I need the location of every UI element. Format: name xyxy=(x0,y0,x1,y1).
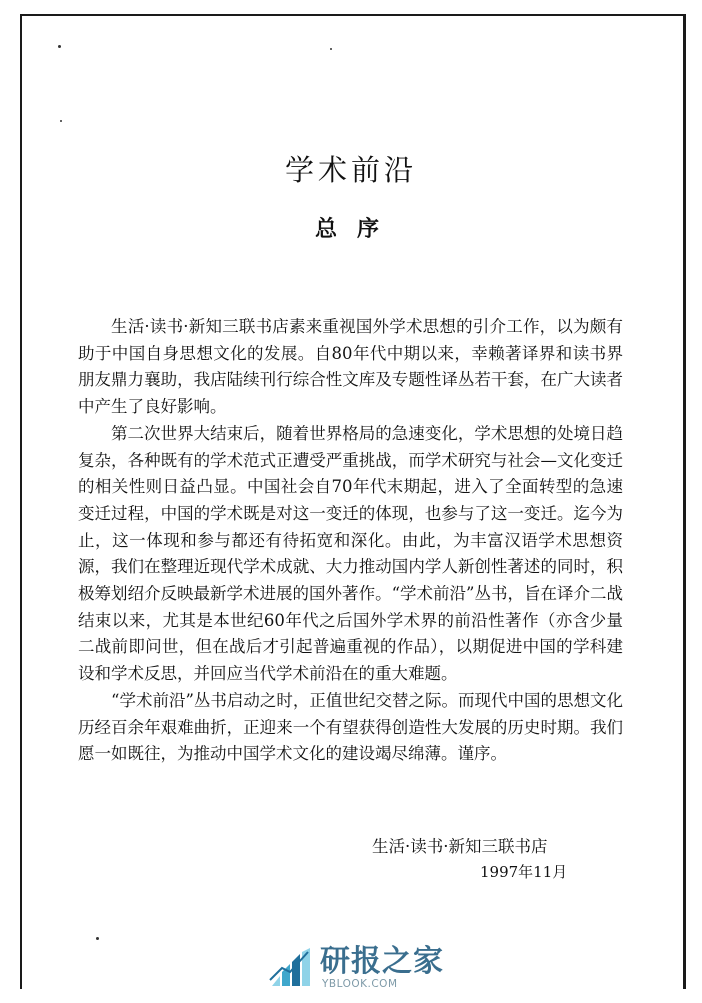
watermark-url: YBLOOK.COM xyxy=(322,977,398,990)
preface-title: 总序 xyxy=(314,217,399,242)
signature-publisher: 生活·读书·新知三联书店 xyxy=(372,837,548,856)
watermark xyxy=(268,943,444,990)
signature-date: 1997年11月 xyxy=(480,863,568,881)
scan-speck xyxy=(58,45,61,48)
scan-border-top xyxy=(20,14,685,16)
watermark-text xyxy=(320,943,444,990)
scan-speck xyxy=(96,937,99,940)
rising-bars-chart-logo-icon xyxy=(268,946,314,990)
preface-body xyxy=(78,314,623,768)
series-title: 学术前沿 xyxy=(284,153,417,187)
paragraph: 第二次世界大结束后，随着世界格局的急速变化，学术思想的处境日趋复杂，各种既有的学术范式正遭受严重挑战，而学术研究与社会—文化变迁的相关性则日益凸显。中国社会自70年代末期起，进入了全面转型的急速变迁过程，中国的学术既是对这一变迁的体现，也参与了这一变迁。迄今为止，这一体现和参与都还有待拓宽和深化。由此，为丰富汉语学术思想资源，我们在整理近现代学术成就、大力推动国内学人新创性著述的同时，积极筹划绍介反映最新学术进展的国外著作。“学术前沿”丛书，旨在译介二战结束以来，尤其是本世纪60年代之后国外学术界的前沿性著作（亦含少量二战前即问世，但在战后才引起普遍重视的作品），以期促进中国的学科建设和学术反思，并回应当代学术前沿在的重大难题。 xyxy=(78,423,623,684)
scan-speck xyxy=(330,48,332,50)
paragraph: “学术前沿”丛书启动之时，正值世纪交替之际。而现代中国的思想文化历经百余年艰难曲折，正迎来一个有望获得创造性大发展的历史时期。我们愿一如既往，为推动中国学术文化的建设竭尽绵薄。谨序。 xyxy=(78,690,623,764)
paragraph: 生活·读书·新知三联书店素来重视国外学术思想的引介工作，以为颇有助于中国自身思想文化的发展。自80年代中期以来，幸赖著译界和读书界朋友鼎力襄助，我店陆续刊行综合性文库及专题性译丛若干套，在广大读者中产生了良好影响。 xyxy=(78,317,623,417)
scan-speck xyxy=(60,120,62,122)
watermark-name: 研报之家 xyxy=(320,943,444,979)
